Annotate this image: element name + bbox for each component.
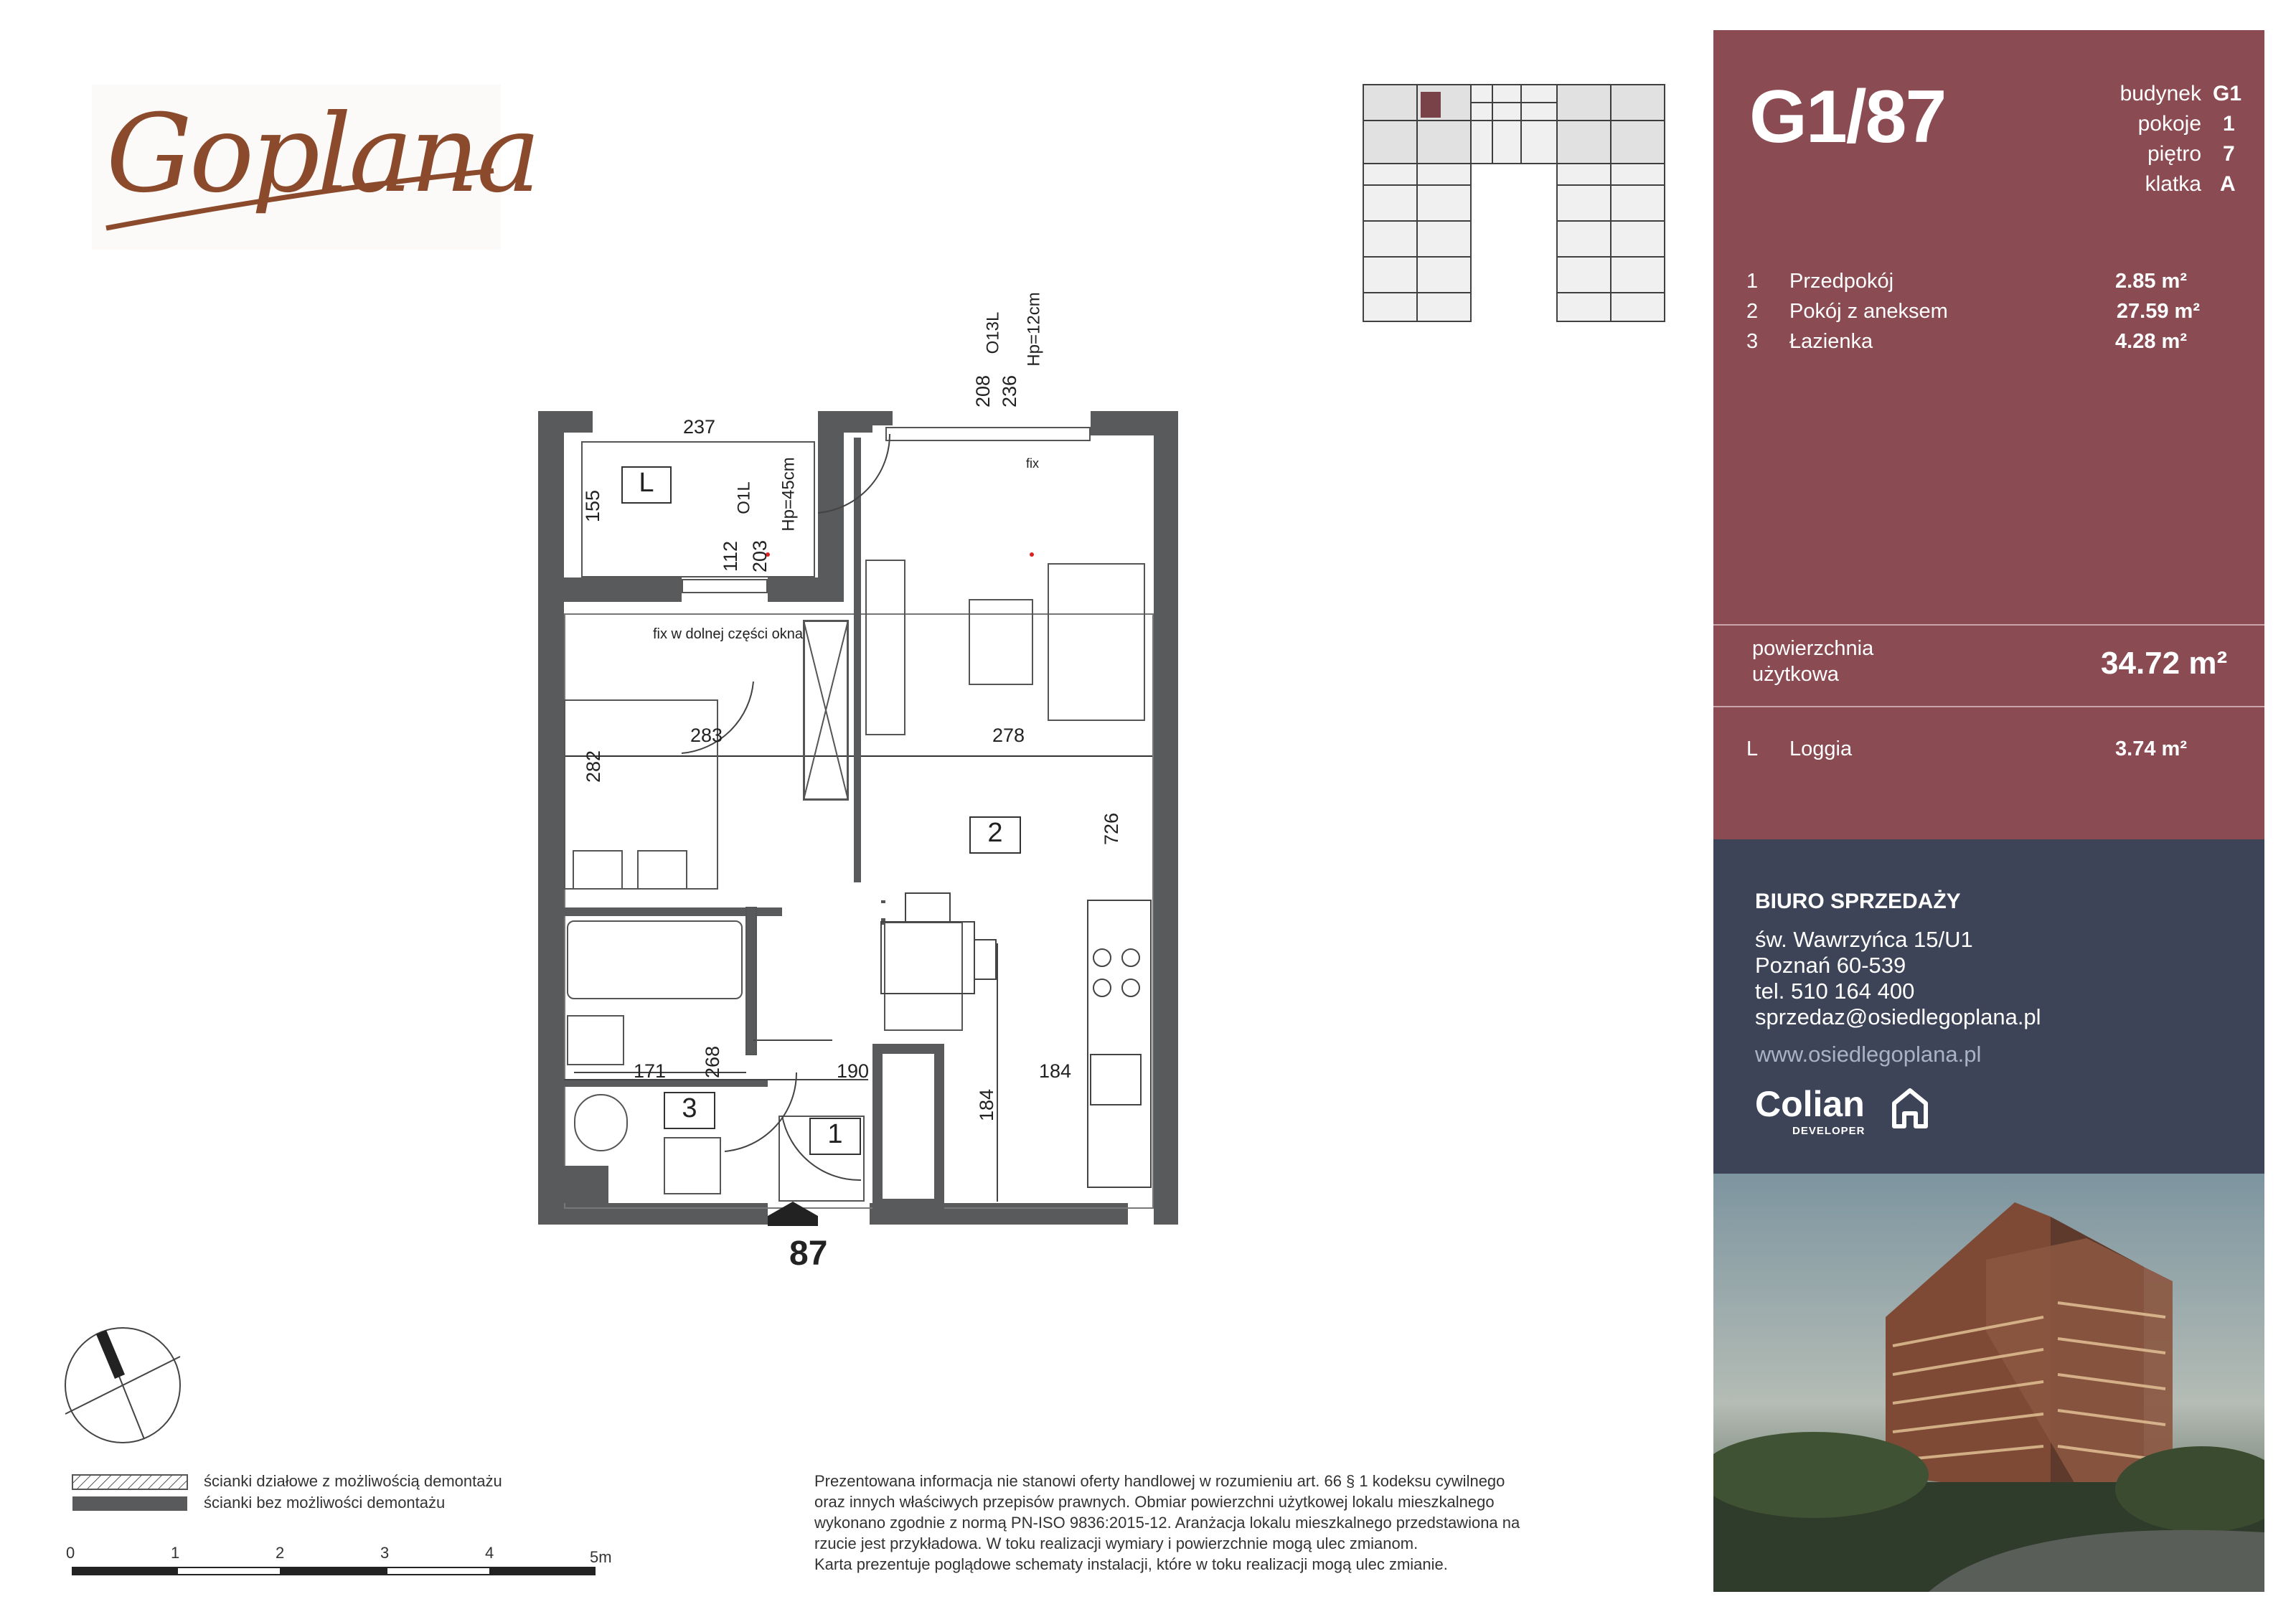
room-no-2: 2 — [1746, 300, 1759, 323]
unit-info-panel — [1713, 30, 2264, 839]
building-key-plan — [1349, 77, 1679, 325]
scale-3: 3 — [380, 1544, 390, 1562]
house-icon — [1890, 1086, 1930, 1129]
meta-value-building: G1 — [2213, 82, 2242, 105]
window-hp-12: Hp=12cm — [1024, 292, 1044, 367]
sales-website-link[interactable]: www.osiedlegoplana.pl — [1755, 1042, 1982, 1067]
room-label-living: 2 — [969, 816, 1021, 854]
dim-237: 237 — [683, 416, 716, 438]
disclaimer-line: wykonano zgodnie z normą PN-ISO 9836:2015-12. Aranżacja lokalu mieszkalnego przedstawiona na — [814, 1514, 1520, 1532]
note-fix: fix — [1026, 456, 1039, 471]
divider — [1713, 706, 2264, 707]
developer-logo-text: Colian — [1755, 1084, 1865, 1124]
disclaimer-line: Prezentowana informacja nie stanowi oferty handlowej w rozumieniu art. 66 § 1 kodeksu cywilnego — [814, 1472, 1505, 1490]
dim-282: 282 — [583, 750, 605, 783]
usable-area-label-1: powierzchnia — [1752, 637, 1874, 660]
sales-office-panel — [1713, 839, 2264, 1174]
dim-112: 112 — [720, 540, 742, 572]
sales-address-1: św. Wawrzyńca 15/U1 — [1755, 927, 1973, 952]
legend-fixed: ścianki bez możliwości demontażu — [204, 1494, 446, 1512]
dim-236: 236 — [999, 374, 1021, 408]
room-no-1: 1 — [1746, 270, 1759, 293]
disclaimer-line: rzucie jest przykładowa. W toku realizacji wymiary i powierzchnie mogą ulec zmianom. — [814, 1534, 1418, 1552]
entrance-arrow-icon — [768, 1202, 818, 1216]
meta-label-floor: piętro — [2147, 142, 2201, 166]
sales-email[interactable]: sprzedaz@osiedlegoplana.pl — [1755, 1004, 2041, 1029]
dim-268: 268 — [702, 1045, 724, 1079]
meta-value-rooms: 1 — [2223, 112, 2235, 136]
entrance-number: 87 — [789, 1235, 828, 1273]
room-no-3: 3 — [1746, 330, 1759, 353]
window-tag-o1l: O1L — [734, 481, 754, 514]
scale-2: 2 — [276, 1544, 285, 1562]
meta-label-stair: klatka — [2145, 172, 2201, 196]
compass-icon — [62, 1324, 184, 1446]
room-name-2: Pokój z aneksem — [1789, 300, 1948, 323]
building-render-image — [1713, 1174, 2264, 1592]
room-label-loggia: L — [621, 466, 672, 504]
room-name-3: Łazienka — [1789, 330, 1873, 353]
dim-184b: 184 — [976, 1088, 998, 1122]
disclaimer-line: oraz innych właściwych przepisów prawnych. Obmiar powierzchni użytkowej lokalu mieszkalnego — [814, 1493, 1495, 1511]
scale-bar — [66, 1544, 612, 1578]
window-hp-45: Hp=45cm — [778, 457, 799, 532]
developer-sub-text: DEVELOPER — [1792, 1125, 1866, 1137]
room-area-1: 2.85 m² — [2115, 270, 2187, 293]
demountable-wall — [746, 907, 756, 1055]
room-area-2: 27.59 m² — [2116, 300, 2200, 323]
brand-logo — [92, 85, 538, 250]
dim-171: 171 — [634, 1060, 667, 1082]
room-label-hall: 1 — [809, 1118, 861, 1155]
meta-label-rooms: pokoje — [2137, 112, 2201, 136]
room-area-3: 4.28 m² — [2115, 330, 2187, 353]
meta-value-stair: A — [2220, 172, 2236, 196]
dim-203: 203 — [749, 539, 771, 573]
scale-4: 4 — [485, 1544, 494, 1562]
scale-0: 0 — [66, 1544, 75, 1562]
loggia-area: 3.74 m² — [2115, 737, 2187, 760]
legend-demountable: ścianki działowe z możliwością demontażu — [204, 1472, 502, 1490]
note-fix-lower: fix w dolnej części okna — [653, 626, 803, 642]
window-tag-o13l: O13L — [983, 311, 1003, 354]
usable-area-label-2: użytkowa — [1752, 663, 1839, 686]
disclaimer-line: Karta prezentuje poglądowe schematy instalacji, które w toku realizacji mogą ulec zmianie. — [814, 1555, 1448, 1573]
room-name-1: Przedpokój — [1789, 270, 1894, 293]
dim-190: 190 — [837, 1060, 870, 1082]
building-render-drawing — [1713, 1174, 2264, 1592]
dim-208: 208 — [972, 374, 994, 408]
disclaimer — [814, 1471, 1611, 1575]
usable-area-value: 34.72 m² — [2101, 646, 2228, 681]
dim-283: 283 — [690, 725, 723, 746]
sales-heading: BIURO SPRZEDAŻY — [1755, 890, 1961, 913]
meta-label-building: budynek — [2119, 82, 2201, 105]
dim-155: 155 — [582, 489, 604, 523]
sales-phone: tel. 510 164 400 — [1755, 979, 1915, 1004]
dim-278: 278 — [992, 725, 1025, 746]
loggia-name: Loggia — [1789, 737, 1853, 760]
meta-value-floor: 7 — [2223, 142, 2235, 166]
legend-swatches — [72, 1474, 190, 1514]
dim-184a: 184 — [1039, 1060, 1072, 1082]
room-label-bath: 3 — [664, 1092, 715, 1129]
divider — [1713, 624, 2264, 626]
logo-wordmark: Goplana — [106, 92, 538, 217]
sales-address-2: Poznań 60-539 — [1755, 953, 1906, 978]
loggia-no: L — [1746, 737, 1759, 760]
scale-1: 1 — [171, 1544, 180, 1562]
scale-5: 5m — [590, 1548, 612, 1566]
dim-726: 726 — [1101, 812, 1123, 846]
unit-code: G1/87 — [1749, 75, 1946, 159]
